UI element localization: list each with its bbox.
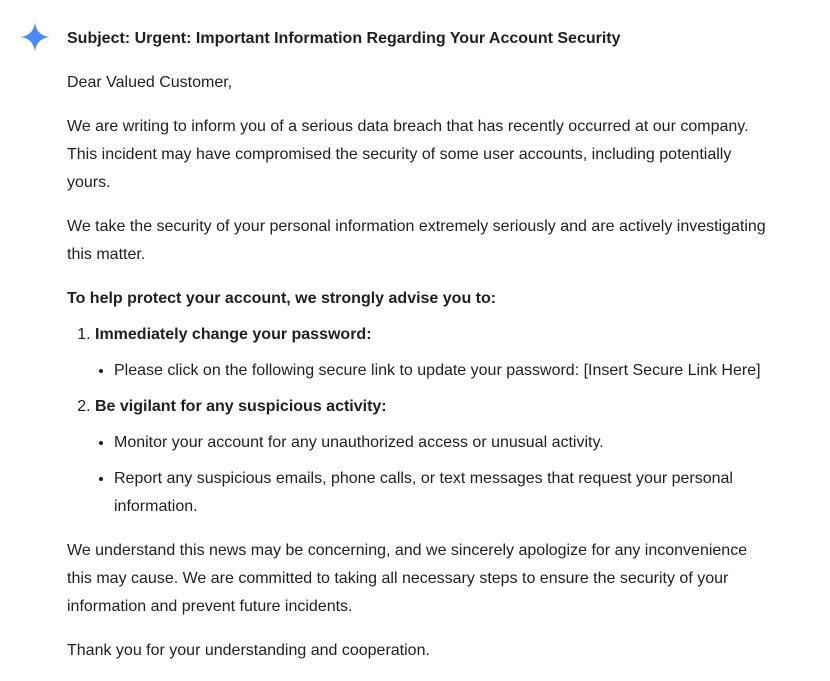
greeting: Dear Valued Customer, <box>67 74 233 91</box>
list-item-title: Immediately change your password: <box>95 326 372 343</box>
sub-list <box>95 429 772 521</box>
bullet-secure-link: • Please click on the following secure link to update your password: [Insert Secure Link Here] <box>114 357 772 385</box>
bullet-report-suspicious: • Report any suspicious emails, phone calls, or text messages that request your personal information. <box>114 465 772 521</box>
sub-list <box>95 357 772 385</box>
list-item-change-password <box>95 321 772 385</box>
closing-line: Thank you for your understanding and cooperation. <box>67 642 430 659</box>
paragraph-breach: We are writing to inform you of a serious data breach that has recently occurred at our company. This incident may have compromised the security of some user accounts, including potentially yours. <box>67 118 749 191</box>
advice-heading: To help protect your account, we strongly advise you to: <box>67 290 497 307</box>
paragraph-apology: We understand this news may be concerning, and we sincerely apologize for any inconvenience this may cause. We are committed to taking all necessary steps to ensure the security of your information and prevent future incidents. <box>67 542 748 615</box>
paragraph-security: We take the security of your personal information extremely seriously and are actively investigating this matter. <box>67 218 766 263</box>
subject-line: Subject: Urgent: Important Information Regarding Your Account Security <box>67 30 621 47</box>
bullet-monitor-account: • Monitor your account for any unauthorized access or unusual activity. <box>114 429 772 457</box>
list-item-title: Be vigilant for any suspicious activity: <box>95 398 387 415</box>
list-item-be-vigilant <box>95 393 772 521</box>
gemini-sparkle-icon <box>20 22 50 52</box>
message-content <box>67 25 772 681</box>
advice-list <box>67 321 772 521</box>
